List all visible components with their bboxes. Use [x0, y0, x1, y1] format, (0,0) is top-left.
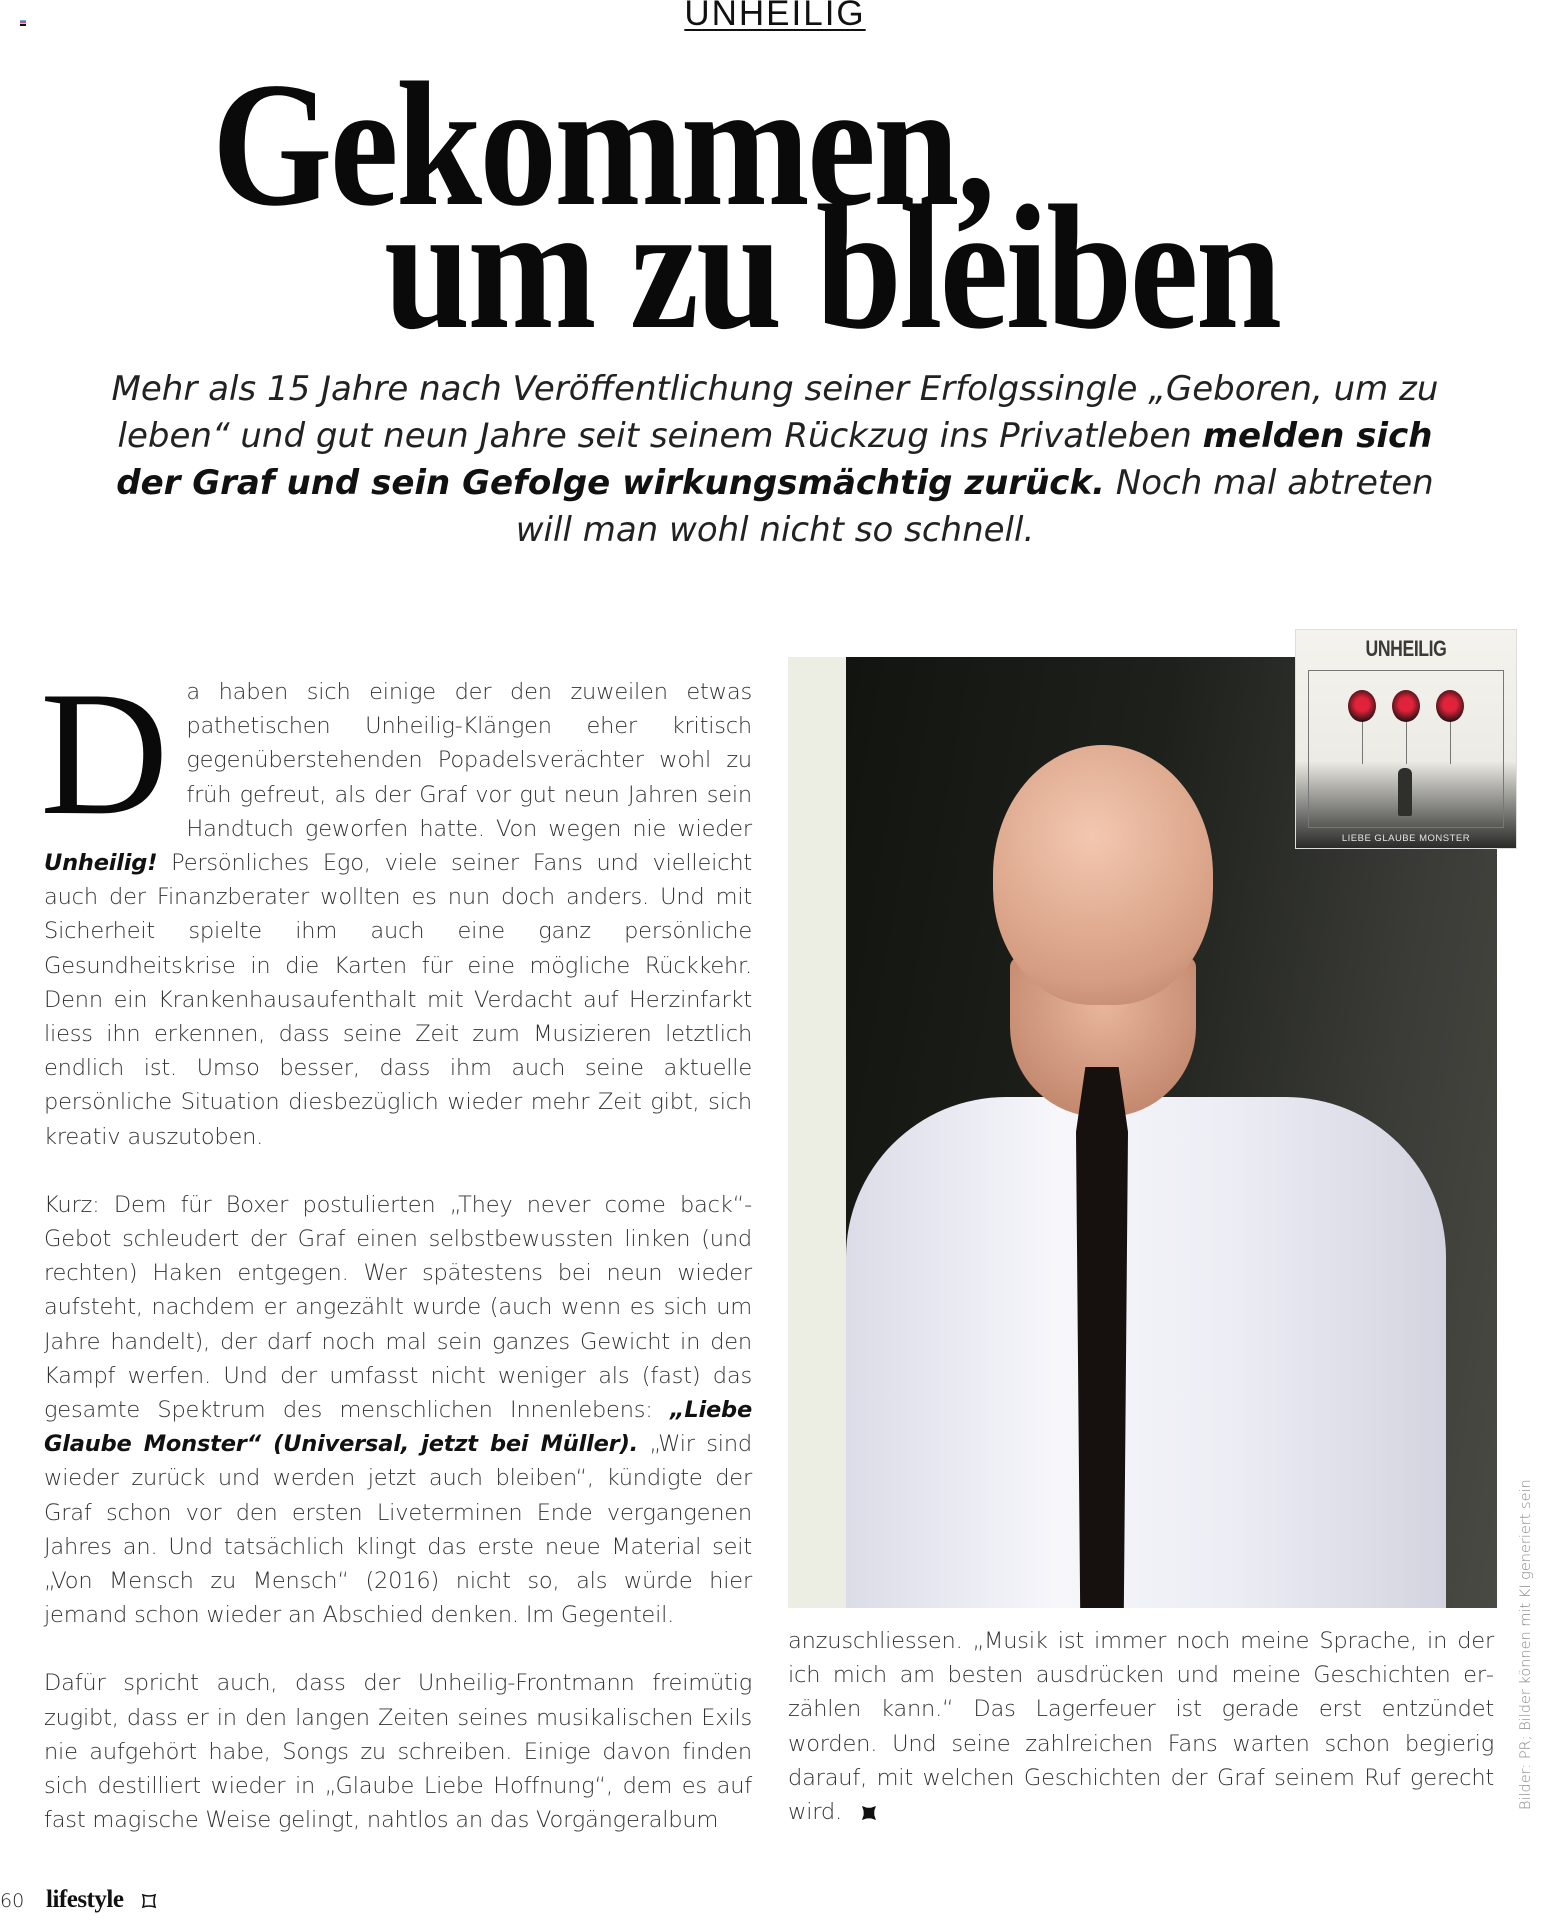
photo-wall: [788, 657, 846, 1608]
balloon-string: [1362, 722, 1363, 764]
article-column-left: [40, 654, 752, 1838]
balloon-icon: [1348, 690, 1376, 722]
page-number: 60: [0, 1890, 25, 1912]
p4-text: anzuschliessen. „Musik ist immer noch meine Sprache, in der ich mich am besten ausdrücken und meine Geschichten erzählen kann.“ Das Lagerfeuer ist gerade erst entzündet worden. Und seine zahlreichen Fans warten schon begierig darauf, mit welchen Geschichten der Graf seinem Ruf gerecht wird.: [788, 1628, 1494, 1826]
balloon-string: [1406, 722, 1407, 764]
balloon-icon: [1436, 690, 1464, 722]
lead-outro: Noch mal abtreten will man wohl nicht so schnell.: [515, 463, 1434, 550]
photo-shirt: [846, 1097, 1446, 1608]
paragraph-3: Dafür spricht auch, dass der Unheilig-Frontmann freimütig zugibt, dass er in den langen Zeiten seines musikalischen Exils nie aufgehört habe, Songs zu schreiben. Einige davon finden sich destilliert wieder in „Glaube Liebe Hoffnung“, dem es auf fast magische Weise gelingt, nahtlos an das Vorgängeralbum: [44, 1670, 752, 1834]
paragraph-4: [788, 1624, 1494, 1829]
p1-text-b: Persönliches Ego, viele seiner Fans und vielleicht auch der Finanzberater wollten es nun doch anders. Und mit Sicherheit spielte ihm auch eine ganz persönliche Gesundheitskrise in die Karten für eine mögliche Rückkehr. Denn ein Krankenhausaufenthalt mit Verdacht auf Herzinfarkt liess ihn erkennen, dass seine Zeit zum Musizieren letztlich endlich ist. Umso besser, dass ihm auch seine aktuelle persönliche Situation diesbezüglich wieder mehr Zeit gibt, sich kreativ auszutoben.: [44, 850, 752, 1150]
album-band-name: UNHEILIG: [1365, 636, 1447, 661]
photo-head: [993, 745, 1213, 1005]
paragraph-2: [44, 1188, 752, 1633]
p2-bold: „Liebe Glaube Monster“ (Universal, jetzt bei Müller).: [44, 1397, 752, 1458]
p1-text-a: a haben sich einige der den zuweilen etwas pathetischen Unheilig-Klängen eher kritisch gegenüberstehenden Popadelsverächter wohl zu früh gefreut, als der Graf vor gut neun Jahren sein Handtuch geworfen hatte. Von wegen nie wieder: [186, 679, 752, 842]
album-title: LIEBE GLAUBE MONSTER: [1341, 833, 1471, 844]
album-cover: [1296, 630, 1516, 848]
headline-line-2: um zu bleiben: [384, 168, 1280, 366]
p2-text-b: „Wir sind wieder zurück und werden jetzt auch bleiben“, kündigte der Graf schon vor den ersten Liveterminen Ende vergangenen Jahres an. Und tatsächlich klingt das erste neue Material seit „Von Mensch zu Mensch“ (2016) nicht so, als würde hier jemand schon wieder an Abschied denken. Im Gegenteil.: [44, 1431, 752, 1629]
article-lead: [110, 366, 1440, 554]
p1-bold: Unheilig!: [44, 850, 158, 877]
end-mark-icon: [862, 1806, 876, 1820]
balloon-icon: [1392, 690, 1420, 722]
paragraph-1: [40, 654, 752, 1154]
clover-logo-icon: [141, 1893, 157, 1909]
balloon-string: [1450, 722, 1451, 764]
drop-cap: D: [40, 654, 169, 852]
photo-credit: Bilder: PR; Bilder können mit KI generiert sein: [1518, 1479, 1534, 1810]
headline-line-1: Gekommen,: [212, 45, 993, 243]
kicker-text: UNHEILIG: [684, 0, 866, 33]
lead-intro: Mehr als 15 Jahre nach Veröffentlichung seiner Erfolgssingle „Geboren, um zu leben“ und gut neun Jahre seit seinem Rückzug ins Privatleben: [111, 369, 1439, 456]
p2-text-a: Kurz: Dem für Boxer postulierten „They never come back“-Gebot schleudert der Graf einen selbstbewussten linken (und rechten) Haken entgegen. Wer spätestens bei neun wieder aufsteht, nachdem er angezählt wurde (auch wenn es sich um Jahre handelt), der darf noch mal sein ganzes Gewicht in den Kampf werfen. Und der umfasst nicht weniger als (fast) das gesamte Spektrum des menschlichen Innenlebens:: [44, 1191, 752, 1424]
section-kicker: [0, 0, 1550, 34]
album-figure: [1398, 768, 1412, 816]
article-column-right: [788, 1624, 1494, 1829]
photo-tie: [1076, 1067, 1128, 1608]
lead-bold: melden sich der Graf und sein Gefolge wirkungsmächtig zurück.: [116, 416, 1433, 503]
section-name: lifestyle: [46, 1886, 124, 1913]
